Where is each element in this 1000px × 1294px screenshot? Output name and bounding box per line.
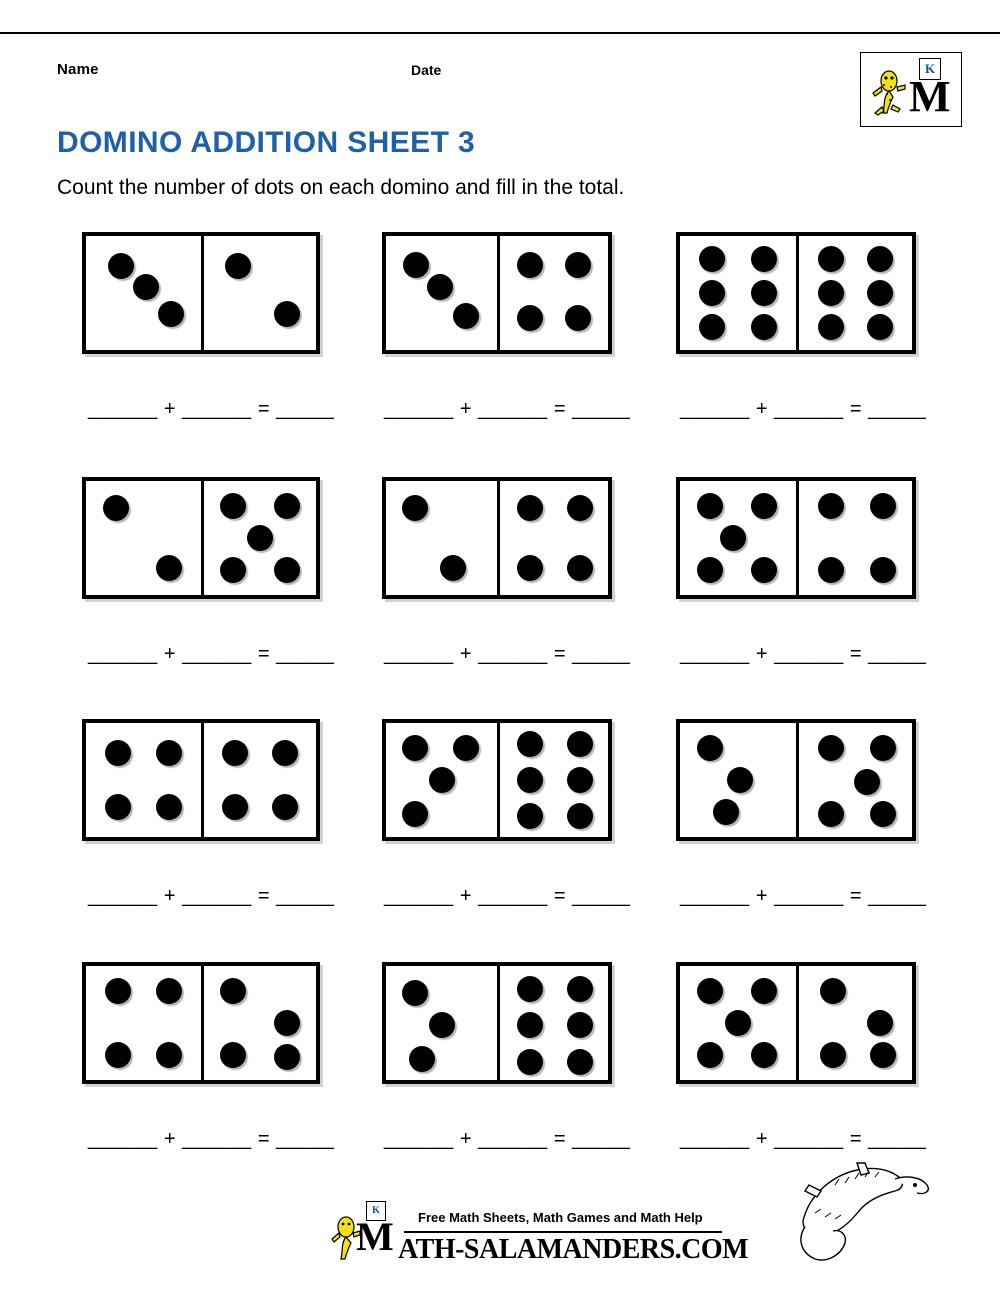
problem-4-left-half — [86, 481, 201, 595]
domino-dot — [567, 495, 593, 521]
domino-dot — [870, 557, 896, 583]
problem-7-equals-sign: = — [257, 885, 271, 907]
footer — [0, 1155, 1000, 1294]
domino-dot — [818, 280, 844, 306]
domino-dot — [156, 794, 182, 820]
domino-dot — [697, 493, 723, 519]
problem-3-equation — [680, 398, 926, 421]
domino-dot — [429, 767, 455, 793]
problem-10-plus-sign: + — [163, 1128, 176, 1150]
domino-dot — [867, 246, 893, 272]
problem-1-addend2-blank[interactable]: ______ — [182, 398, 252, 420]
problem-12-plus-sign: + — [755, 1128, 768, 1150]
problem-4-domino — [82, 477, 320, 599]
domino-dot — [870, 493, 896, 519]
domino-dot — [567, 976, 593, 1002]
domino-problem — [382, 477, 682, 665]
domino-dot — [697, 735, 723, 761]
domino-dot — [870, 801, 896, 827]
domino-dot — [727, 767, 753, 793]
problem-7-plus-sign: + — [163, 885, 176, 907]
domino-dot — [402, 980, 428, 1006]
domino-dot — [751, 1042, 777, 1068]
footer-logo-m: M — [356, 1214, 394, 1259]
domino-dot — [517, 555, 543, 581]
problem-10-total-blank[interactable]: _____ — [276, 1128, 335, 1150]
lizard-illustration-icon — [775, 1155, 935, 1265]
domino-dot — [517, 767, 543, 793]
domino-dot — [220, 978, 246, 1004]
problem-2-addend1-blank[interactable]: ______ — [384, 398, 454, 420]
domino-dot — [699, 280, 725, 306]
problem-8-left-half — [386, 723, 497, 837]
problem-2-left-half — [386, 236, 497, 350]
domino-dot — [440, 555, 466, 581]
math-salamanders-logo — [860, 52, 962, 127]
domino-problem — [676, 232, 976, 420]
domino-dot — [429, 1012, 455, 1038]
problem-10-addend2-blank[interactable]: ______ — [182, 1128, 252, 1150]
domino-dot — [751, 978, 777, 1004]
domino-dot — [222, 794, 248, 820]
domino-problem — [382, 232, 682, 420]
problem-3-total-blank[interactable]: _____ — [868, 398, 927, 420]
problem-5-addend1-blank[interactable]: ______ — [384, 643, 454, 665]
problem-5-plus-sign: + — [459, 643, 472, 665]
problem-4-plus-sign: + — [163, 643, 176, 665]
problem-9-equation — [680, 885, 926, 908]
problem-7-domino — [82, 719, 320, 841]
domino-dot — [751, 280, 777, 306]
domino-dot — [220, 493, 246, 519]
domino-dot — [697, 557, 723, 583]
domino-dot — [567, 767, 593, 793]
problem-1-total-blank[interactable]: _____ — [276, 398, 335, 420]
problem-1-equals-sign: = — [257, 398, 271, 420]
domino-dot — [870, 1042, 896, 1068]
domino-dot — [103, 495, 129, 521]
problem-9-plus-sign: + — [755, 885, 768, 907]
domino-dot — [274, 1010, 300, 1036]
problem-11-left-half — [386, 966, 497, 1080]
domino-dot — [818, 801, 844, 827]
domino-dot — [751, 557, 777, 583]
footer-logo-k: K — [366, 1201, 386, 1221]
problem-7-right-half — [201, 723, 316, 837]
domino-dot — [699, 246, 725, 272]
domino-dot — [403, 252, 429, 278]
domino-dot — [713, 799, 739, 825]
domino-problem — [382, 962, 682, 1150]
problem-7-total-blank[interactable]: _____ — [276, 885, 335, 907]
domino-dot — [453, 735, 479, 761]
problem-3-left-half — [680, 236, 796, 350]
problem-4-total-blank[interactable]: _____ — [276, 643, 335, 665]
footer-url: ATH-SALAMANDERS.COM — [398, 1234, 749, 1265]
problem-4-equals-sign: = — [257, 643, 271, 665]
domino-dot — [402, 495, 428, 521]
problem-7-addend1-blank[interactable]: ______ — [88, 885, 158, 907]
problem-2-equation — [384, 398, 630, 421]
domino-dot — [565, 305, 591, 331]
domino-dot — [818, 557, 844, 583]
domino-dot — [820, 978, 846, 1004]
domino-dot — [517, 803, 543, 829]
problem-8-addend2-blank[interactable]: ______ — [478, 885, 548, 907]
domino-dot — [156, 978, 182, 1004]
domino-dot — [274, 493, 300, 519]
domino-dot — [697, 1042, 723, 1068]
problem-9-addend1-blank[interactable]: ______ — [680, 885, 750, 907]
problem-3-plus-sign: + — [755, 398, 768, 420]
problem-8-right-half — [497, 723, 608, 837]
problem-6-left-half — [680, 481, 796, 595]
domino-dot — [517, 305, 543, 331]
problem-4-addend2-blank[interactable]: ______ — [182, 643, 252, 665]
problem-11-domino — [382, 962, 612, 1084]
problem-9-total-blank[interactable]: _____ — [868, 885, 927, 907]
problem-11-addend2-blank[interactable]: ______ — [478, 1128, 548, 1150]
problem-8-equation — [384, 885, 630, 908]
problem-6-total-blank[interactable]: _____ — [868, 643, 927, 665]
domino-dot — [225, 253, 251, 279]
domino-dot — [156, 740, 182, 766]
problem-5-left-half — [386, 481, 497, 595]
domino-problem — [676, 962, 976, 1150]
problem-12-total-blank[interactable]: _____ — [868, 1128, 927, 1150]
domino-dot — [220, 557, 246, 583]
domino-dot — [105, 1042, 131, 1068]
domino-dot — [725, 1010, 751, 1036]
domino-dot — [274, 557, 300, 583]
problem-9-left-half — [680, 723, 796, 837]
problem-10-addend1-blank[interactable]: ______ — [88, 1128, 158, 1150]
domino-dot — [517, 731, 543, 757]
problem-12-equation — [680, 1128, 926, 1151]
problem-4-right-half — [201, 481, 316, 595]
domino-dot — [867, 314, 893, 340]
domino-dot — [697, 978, 723, 1004]
problem-5-domino — [382, 477, 612, 599]
problem-11-right-half — [497, 966, 608, 1080]
problem-10-left-half — [86, 966, 201, 1080]
problem-8-equals-sign: = — [553, 885, 567, 907]
problem-2-total-blank[interactable]: _____ — [572, 398, 631, 420]
problem-11-plus-sign: + — [459, 1128, 472, 1150]
problem-5-total-blank[interactable]: _____ — [572, 643, 631, 665]
domino-dot — [156, 1042, 182, 1068]
problem-2-right-half — [497, 236, 608, 350]
problem-8-total-blank[interactable]: _____ — [572, 885, 631, 907]
domino-dot — [105, 740, 131, 766]
problem-11-equation — [384, 1128, 630, 1151]
domino-dot — [222, 740, 248, 766]
domino-dot — [158, 301, 184, 327]
problem-1-left-half — [86, 236, 201, 350]
domino-problem — [382, 719, 682, 907]
problem-7-addend2-blank[interactable]: ______ — [182, 885, 252, 907]
problem-11-addend1-blank[interactable]: ______ — [384, 1128, 454, 1150]
date-label: Date — [411, 62, 442, 78]
problem-10-right-half — [201, 966, 316, 1080]
problem-1-equation — [88, 398, 334, 421]
domino-dot — [567, 1049, 593, 1075]
domino-dot — [105, 794, 131, 820]
problem-12-left-half — [680, 966, 796, 1080]
top-divider — [0, 32, 1000, 34]
problem-5-equation — [384, 643, 630, 666]
problem-2-plus-sign: + — [459, 398, 472, 420]
problem-9-domino — [676, 719, 916, 841]
logo-k-letter: K — [919, 58, 941, 80]
problem-2-addend2-blank[interactable]: ______ — [478, 398, 548, 420]
domino-dot — [517, 976, 543, 1002]
problem-12-addend2-blank[interactable]: ______ — [774, 1128, 844, 1150]
problem-3-addend2-blank[interactable]: ______ — [774, 398, 844, 420]
problem-4-addend1-blank[interactable]: ______ — [88, 643, 158, 665]
domino-dot — [272, 740, 298, 766]
problem-10-equation — [88, 1128, 334, 1151]
problem-10-equals-sign: = — [257, 1128, 271, 1150]
problem-1-addend1-blank[interactable]: ______ — [88, 398, 158, 420]
problem-6-domino — [676, 477, 916, 599]
domino-dot — [517, 1049, 543, 1075]
domino-dot — [867, 1010, 893, 1036]
domino-dot — [220, 1042, 246, 1068]
logo-m-letter: M — [909, 72, 951, 121]
problem-9-right-half — [796, 723, 912, 837]
problem-3-domino — [676, 232, 916, 354]
problem-12-right-half — [796, 966, 912, 1080]
problem-6-addend2-blank[interactable]: ______ — [774, 643, 844, 665]
domino-dot — [820, 1042, 846, 1068]
domino-dot — [751, 493, 777, 519]
problem-8-plus-sign: + — [459, 885, 472, 907]
domino-dot — [517, 252, 543, 278]
problem-8-addend1-blank[interactable]: ______ — [384, 885, 454, 907]
domino-problem — [82, 232, 382, 420]
problem-7-equation — [88, 885, 334, 908]
problem-5-addend2-blank[interactable]: ______ — [478, 643, 548, 665]
problem-12-equals-sign: = — [849, 1128, 863, 1150]
problem-10-domino — [82, 962, 320, 1084]
domino-dot — [427, 274, 453, 300]
problem-12-addend1-blank[interactable]: ______ — [680, 1128, 750, 1150]
problem-2-domino — [382, 232, 612, 354]
domino-dot — [818, 246, 844, 272]
domino-problem — [82, 962, 382, 1150]
problem-1-plus-sign: + — [163, 398, 176, 420]
domino-dot — [402, 801, 428, 827]
domino-dot — [274, 1044, 300, 1070]
problem-5-equals-sign: = — [553, 643, 567, 665]
domino-dot — [517, 1012, 543, 1038]
problem-9-addend2-blank[interactable]: ______ — [774, 885, 844, 907]
salamander-icon — [869, 67, 909, 119]
problem-11-equals-sign: = — [553, 1128, 567, 1150]
domino-dot — [751, 246, 777, 272]
domino-dot — [133, 274, 159, 300]
domino-dot — [517, 495, 543, 521]
domino-dot — [156, 555, 182, 581]
domino-dot — [453, 303, 479, 329]
problem-3-equals-sign: = — [849, 398, 863, 420]
domino-dot — [105, 978, 131, 1004]
domino-dot — [720, 525, 746, 551]
domino-dot — [567, 731, 593, 757]
domino-dot — [567, 1012, 593, 1038]
domino-dot — [108, 253, 134, 279]
footer-tagline: Free Math Sheets, Math Games and Math Help — [418, 1210, 703, 1225]
instructions: Count the number of dots on each domino and fill in the total. — [57, 176, 625, 199]
domino-dot — [565, 252, 591, 278]
domino-dot — [818, 493, 844, 519]
domino-dot — [402, 735, 428, 761]
problem-5-right-half — [497, 481, 608, 595]
problem-11-total-blank[interactable]: _____ — [572, 1128, 631, 1150]
domino-dot — [272, 794, 298, 820]
problem-12-domino — [676, 962, 916, 1084]
domino-problem — [82, 719, 382, 907]
problem-1-domino — [82, 232, 320, 354]
domino-problem — [82, 477, 382, 665]
domino-dot — [699, 314, 725, 340]
domino-dot — [409, 1046, 435, 1072]
problem-7-left-half — [86, 723, 201, 837]
problem-8-domino — [382, 719, 612, 841]
domino-problem — [676, 719, 976, 907]
domino-dot — [567, 555, 593, 581]
domino-dot — [870, 735, 896, 761]
domino-dot — [818, 314, 844, 340]
domino-dot — [867, 280, 893, 306]
domino-dot — [567, 803, 593, 829]
problem-1-right-half — [201, 236, 316, 350]
domino-problem — [676, 477, 976, 665]
page-title: DOMINO ADDITION SHEET 3 — [57, 126, 476, 159]
problem-6-right-half — [796, 481, 912, 595]
problem-6-equation — [680, 643, 926, 666]
domino-dot — [854, 769, 880, 795]
domino-dot — [818, 735, 844, 761]
domino-dot — [274, 301, 300, 327]
footer-divider — [404, 1231, 722, 1233]
name-label: Name — [57, 61, 99, 78]
domino-dot — [247, 525, 273, 551]
problem-4-equation — [88, 643, 334, 666]
problem-6-equals-sign: = — [849, 643, 863, 665]
problem-6-addend1-blank[interactable]: ______ — [680, 643, 750, 665]
problem-3-right-half — [796, 236, 912, 350]
problem-6-plus-sign: + — [755, 643, 768, 665]
domino-dot — [751, 314, 777, 340]
problem-9-equals-sign: = — [849, 885, 863, 907]
problem-2-equals-sign: = — [553, 398, 567, 420]
problem-3-addend1-blank[interactable]: ______ — [680, 398, 750, 420]
